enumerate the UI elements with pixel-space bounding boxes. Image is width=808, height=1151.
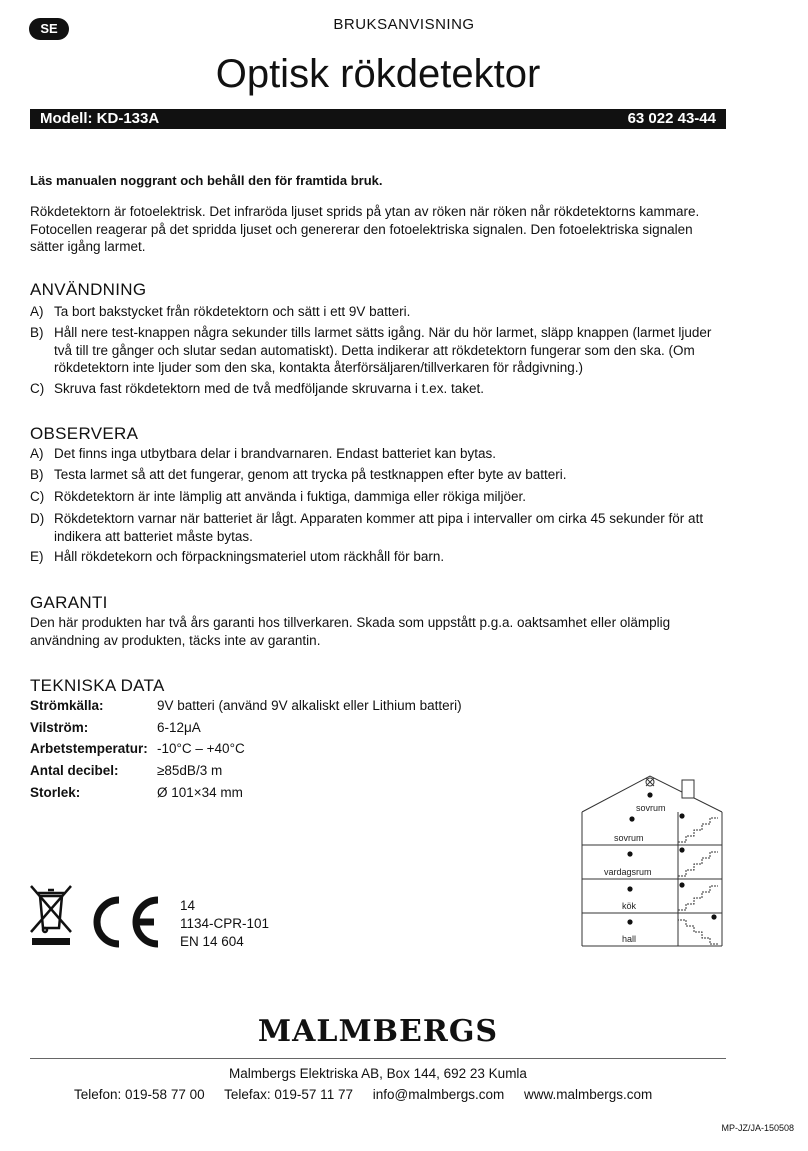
room-label: vardagsrum (604, 867, 652, 877)
detector-dot (679, 847, 684, 852)
fax-number: Telefax: 019-57 11 77 (224, 1087, 353, 1102)
detector-dot (679, 813, 684, 818)
observe-heading: OBSERVERA (30, 424, 139, 443)
list-label: D) (30, 511, 45, 526)
spec-value: ≥85dB/3 m (157, 763, 223, 778)
document-type: BRUKSANVISNING (333, 16, 475, 33)
detector-dot (679, 882, 684, 887)
observe-item-c (30, 488, 720, 506)
house-placement-diagram (578, 772, 728, 950)
phone-number: Telefon: 019-58 77 00 (74, 1087, 205, 1102)
list-label: E) (30, 549, 44, 564)
spec-value: 9V batteri (använd 9V alkaliskt eller Lithium batteri) (157, 698, 462, 713)
intro-bold-line: Läs manualen noggrant och behåll den för framtida bruk. (30, 173, 383, 188)
list-text: Det finns inga utbytbara delar i brandvarnaren. Endast batteriet kan bytas. (54, 446, 497, 461)
list-text: Håll rökdetekorn och förpackningsmateriel utom räckhåll för barn. (54, 549, 445, 564)
room-label: kök (622, 901, 637, 911)
cert-line: EN 14 604 (180, 934, 244, 949)
contact-line (74, 1087, 668, 1102)
detector-dot (629, 816, 634, 821)
observe-item-b (30, 466, 720, 484)
brand-logo: MALMBERGS (257, 1014, 499, 1049)
website-link[interactable]: www.malmbergs.com (524, 1087, 653, 1102)
spec-key: Arbetstemperatur: (30, 741, 148, 756)
usage-item-b (30, 324, 720, 377)
document-code: MP-JZ/JA-150508 (721, 1123, 794, 1133)
model-label: Modell: KD-133A (40, 110, 160, 127)
weee-crossed-bin-icon (28, 884, 74, 948)
room-label: sovrum (636, 803, 666, 813)
model-bar (30, 109, 726, 129)
footer-divider (30, 1058, 726, 1059)
spec-key: Vilström: (30, 720, 89, 735)
room-label: sovrum (614, 833, 644, 843)
list-text: Testa larmet så att det fungerar, genom att trycka på testknappen efter byte av batteri. (54, 467, 567, 482)
language-badge: SE (29, 18, 69, 40)
warranty-text: Den här produkten har två års garanti hos tillverkaren. Skada som uppstått p.g.a. oaktsamhet eller olämplig användning av produkten, täcks inte av garantin. (30, 615, 671, 648)
spec-key: Antal decibel: (30, 763, 119, 778)
spec-value: 6-12μA (157, 720, 201, 735)
company-address: Malmbergs Elektriska AB, Box 144, 692 23 Kumla (229, 1066, 527, 1081)
spec-key: Storlek: (30, 785, 81, 800)
certification-block (180, 897, 269, 951)
warranty-heading: GARANTI (30, 593, 108, 612)
observe-item-e (30, 548, 720, 566)
email-link[interactable]: info@malmbergs.com (372, 1087, 505, 1102)
usage-item-c (30, 380, 720, 398)
room-label: hall (622, 934, 637, 944)
cert-line: 14 (180, 898, 196, 913)
list-text: Rökdetektorn varnar när batteriet är lågt. Apparaten kommer att pipa i intervaller om cirka 45 sekunder för att indikera att batteriet måste bytas. (54, 511, 704, 544)
list-label: C) (30, 489, 45, 504)
cert-line: 1134-CPR-101 (180, 916, 270, 931)
detector-dot (647, 792, 652, 797)
list-text: Skruva fast rökdetektorn med de två medföljande skruvarna i t.ex. taket. (54, 381, 484, 396)
detector-dot (627, 919, 632, 924)
spec-value: -10°C – +40°C (157, 741, 245, 756)
page-title: Optisk rökdetektor (215, 52, 541, 96)
observe-item-a (30, 445, 720, 463)
list-label: B) (30, 325, 44, 340)
usage-item-a (30, 303, 720, 321)
usage-heading: ANVÄNDNING (30, 280, 147, 299)
list-label: A) (30, 446, 44, 461)
list-text: Rökdetektorn är inte lämplig att använda i fuktiga, dammiga eller rökiga miljöer. (54, 489, 526, 504)
article-number: 63 022 43-44 (627, 110, 716, 127)
list-label: B) (30, 467, 44, 482)
intro-paragraph: Rökdetektorn är fotoelektrisk. Det infraröda ljuset sprids på ytan av röken när röken når rökdetektorns kammare. Fotocellen reagerar på det spridda ljuset och genererar den fotoelektriska signalen. Den fotoelektriska signalen sätter igång larmet. (30, 204, 700, 254)
list-label: C) (30, 381, 45, 396)
list-label: A) (30, 304, 44, 319)
list-text: Håll nere test-knappen några sekunder tills larmet sätts igång. När du hör larmet, släpp knappen (larmet ljuder två till tre gånger och slutar sedan automatiskt). Detta indikerar att rökdetektorn fungerar som den ska. (Om rökdetektorn inte ljuder som den ska, kontakta återförsäljaren/tillverkaren för rådgivning.) (54, 325, 712, 375)
observe-item-d (30, 510, 720, 545)
ce-mark-text: CE (86, 894, 88, 895)
ce-mark-icon (86, 894, 164, 950)
detector-dot (627, 886, 632, 891)
list-text: Ta bort bakstycket från rökdetektorn och sätt i ett 9V batteri. (54, 304, 411, 319)
detector-dot (711, 914, 716, 919)
specs-heading: TEKNISKA DATA (30, 676, 165, 695)
spec-key: Strömkälla: (30, 698, 104, 713)
detector-dot (627, 851, 632, 856)
spec-value: Ø 101×34 mm (157, 785, 243, 800)
